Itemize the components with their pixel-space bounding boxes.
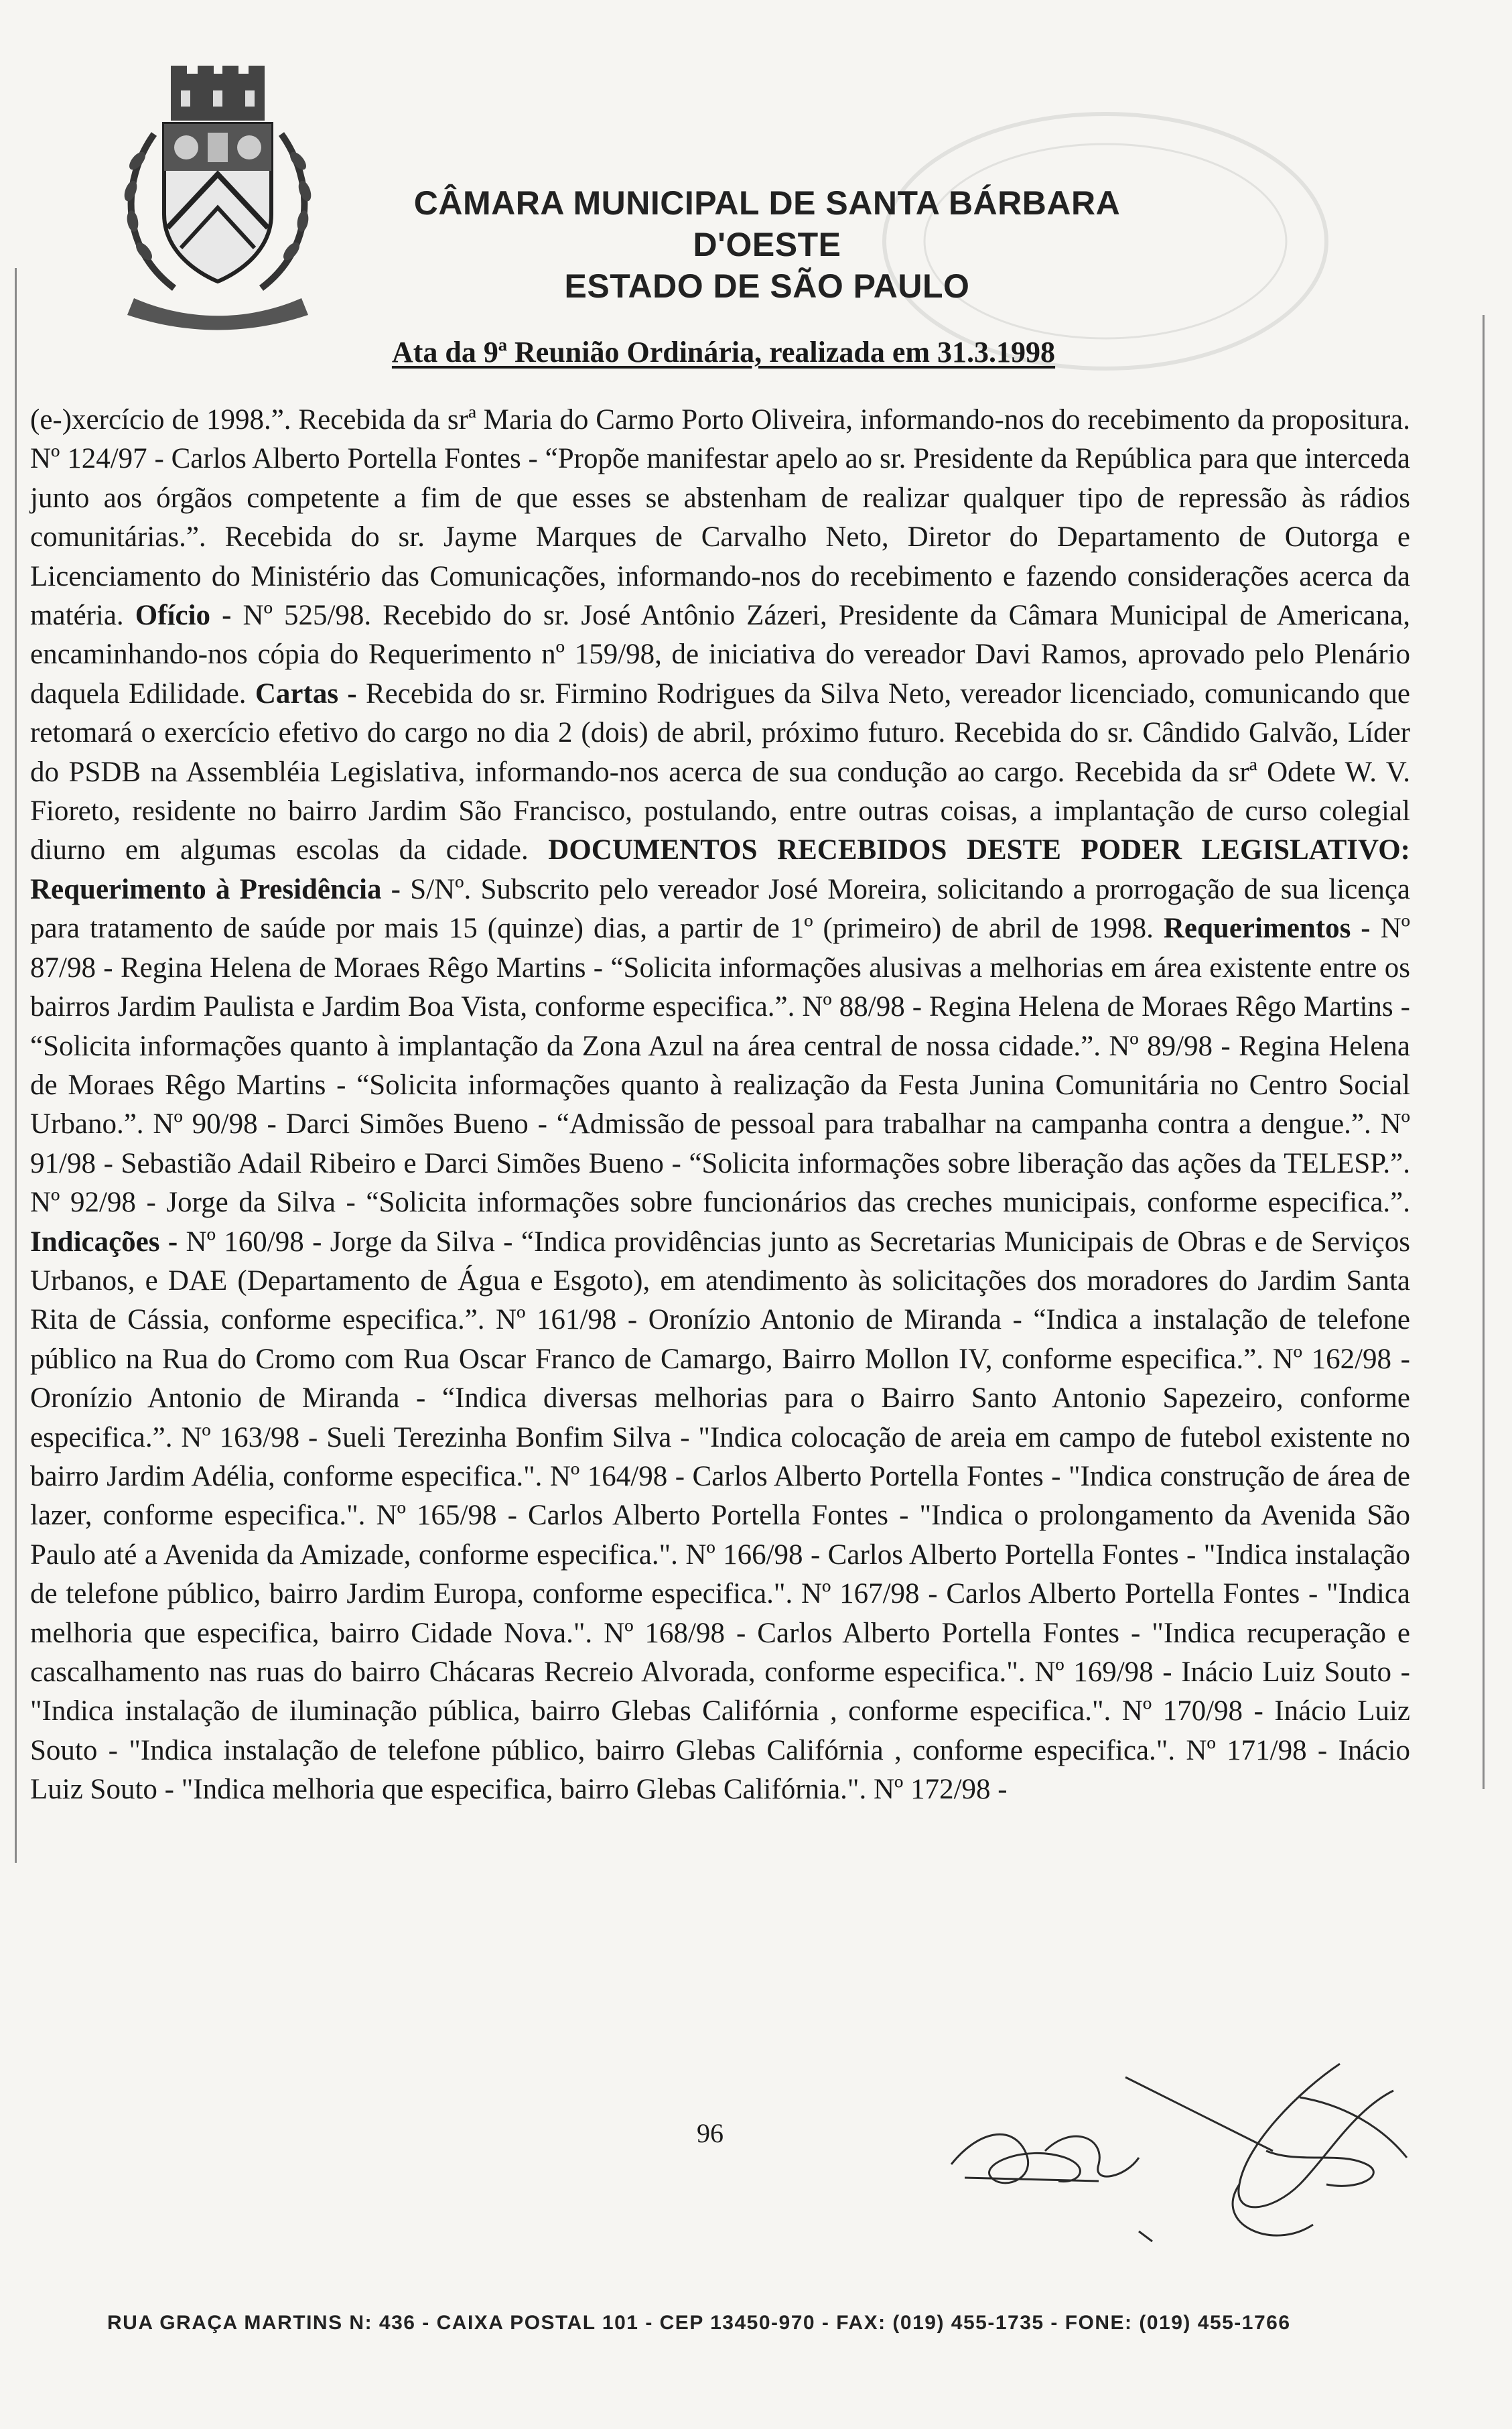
handwritten-signature-icon <box>924 2050 1434 2265</box>
coat-of-arms-icon <box>107 60 328 335</box>
text-run: Recebida do sr. Firmino Rodrigues da Silva Neto, vereador licenciado, comunicando que retomará o exercício efetivo do cargo no dia 2 (dois) de abril, próximo futuro. Recebida do sr. Cândido Galvão, Líder do PSDB na Assembléia Legislativa, informando-nos acerca de sua condução ao cargo. Recebida da srª Odete W. V. Fioreto, residente no bairro Jardim São Francisco, postulando, entre outras coisas, a implantação de curso colegial diurno em algumas escolas da cidade. <box>30 677 1411 866</box>
right-margin-rule <box>1483 315 1485 1789</box>
bold-heading-run: DOCUMENTOS RECEBIDOS DESTE PODER LEGISLATIVO: Requerimento à Presidência - <box>30 834 1410 905</box>
bold-heading-run: Cartas - <box>255 677 357 710</box>
institution-name: CÂMARA MUNICIPAL DE SANTA BÁRBARA D'OESTE <box>413 184 1121 263</box>
text-run: Nº 525/98. Recebido do sr. José Antônio Zázeri, Presidente da Câmara Municipal de Americana, encaminhando-nos cópia do Requerimento nº 159/98, de iniciativa do vereador Davi Ramos, aprovado pelo Plenário daquela Edilidade. <box>30 600 1410 710</box>
text-run: Nº 160/98 - Jorge da Silva - “Indica providências junto as Secretarias Municipais de Obras e de Serviços Urbanos, e DAE (Departamento de Água e Esgoto), em atendimento às solicitações dos moradores do Jardim Santa Rita de Cássia, conforme especifica.”. Nº 161/98 - Oronízio Antonio de Miranda - “Indica a instalação de telefone público na Rua do Cromo com Rua Oscar Franco de Camargo, Bairro Mollon IV, conforme especifica.”. Nº 162/98 - Oronízio Antonio de Miranda - “Indica diversas melhorias para o Bairro Santo Antonio Sapezeiro, conforme especifica.”. Nº 163/98 - Sueli Terezinha Bonfim Silva - "Indica colocação de areia em campo de futebol existente no bairro Jardim Adélia, conforme especifica.". Nº 164/98 - Carlos Alberto Portella Fontes - "Indica construção de área de lazer, conforme especifica.". Nº 165/98 - Carlos Alberto Portella Fontes - "Indica o prolongamento da Avenida São Paulo até a Avenida da Amizade, conforme especifica.". Nº 166/98 - Carlos Alberto Portella Fontes - "Indica instalação de telefone público, bairro Jardim Europa, conforme especifica.". Nº 167/98 - Carlos Alberto Portella Fontes - "Indica melhoria que especifica, bairro Cidade Nova.". Nº 168/98 - Carlos Alberto Portella Fontes - "Indica recuperação e cascalhamento nas ruas do bairro Chácaras Recreio Alvorada, conforme especifica.". Nº 169/98 - Inácio Luiz Souto - "Indica instalação de iluminação pública, bairro Glebas Califórnia , conforme especifica.". Nº 170/98 - Inácio Luiz Souto - "Indica instalação de telefone público, bairro Glebas Califórnia , conforme especifica.". Nº 171/98 - Inácio Luiz Souto - "Indica melhoria que especifica, bairro Glebas Califórnia.". Nº 172/98 - <box>30 1226 1410 1806</box>
document-title: Ata da 9ª Reunião Ordinária, realizada em 31.3.1998 <box>391 336 1056 369</box>
bold-heading-run: Indicações - <box>30 1226 178 1258</box>
text-run: (e-)xercício de 1998.”. Recebida da srª Maria do Carmo Porto Oliveira, informando-nos do recebimento da propositura. Nº 124/97 - Carlos Alberto Portella Fontes - “Propõe manifestar apelo ao sr. Presidente da República para que interceda junto aos órgãos competente a fim de que esses se abstenham de realizar qualquer tipo de repressão às rádios comunitárias.”. Recebida do sr. Jayme Marques de Carvalho Neto, Diretor do Departamento de Outorga e Licenciamento do Ministério das Comunicações, informando-nos do recebimento e fazendo considerações acerca da matéria. <box>30 404 1410 632</box>
letterhead <box>348 182 1186 307</box>
minutes-body <box>30 401 1410 1810</box>
footer-address: RUA GRAÇA MARTINS N: 436 - CAIXA POSTAL 101 - CEP 13450-970 - FAX: (019) 455-1735 - FONE: (019) 455-1766 <box>107 2312 1291 2334</box>
page-number: 96 <box>697 2118 724 2148</box>
bold-heading-run: Requerimentos - <box>1163 913 1371 945</box>
state-name: ESTADO DE SÃO PAULO <box>564 267 970 305</box>
text-run: S/Nº. Subscrito pelo vereador José Moreira, solicitando a prorrogação de sua licença para tratamento de saúde por mais 15 (quinze) dias, a partir de 1º (primeiro) de abril de 1998. <box>30 873 1410 945</box>
bold-heading-run: Ofício - <box>135 600 232 632</box>
left-margin-rule <box>15 268 17 1863</box>
text-run: Nº 87/98 - Regina Helena de Moraes Rêgo Martins - “Solicita informações alusivas a melhorias em área existente entre os bairros Jardim Paulista e Jardim Boa Vista, conforme especifica.”. Nº 88/98 - Regina Helena de Moraes Rêgo Martins - “Solicita informações quanto à implantação da Zona Azul na área central de nossa cidade.”. Nº 89/98 - Regina Helena de Moraes Rêgo Martins - “Solicita informações quanto à realização da Festa Junina Comunitária no Centro Social Urbano.”. Nº 90/98 - Darci Simões Bueno - “Admissão de pessoal para trabalhar na campanha contra a dengue.”. Nº 91/98 - Sebastião Adail Ribeiro e Darci Simões Bueno - “Solicita informações sobre liberação das ações da TELESP.”. Nº 92/98 - Jorge da Silva - “Solicita informações sobre funcionários das creches municipais, conforme especifica.”. <box>30 913 1410 1219</box>
